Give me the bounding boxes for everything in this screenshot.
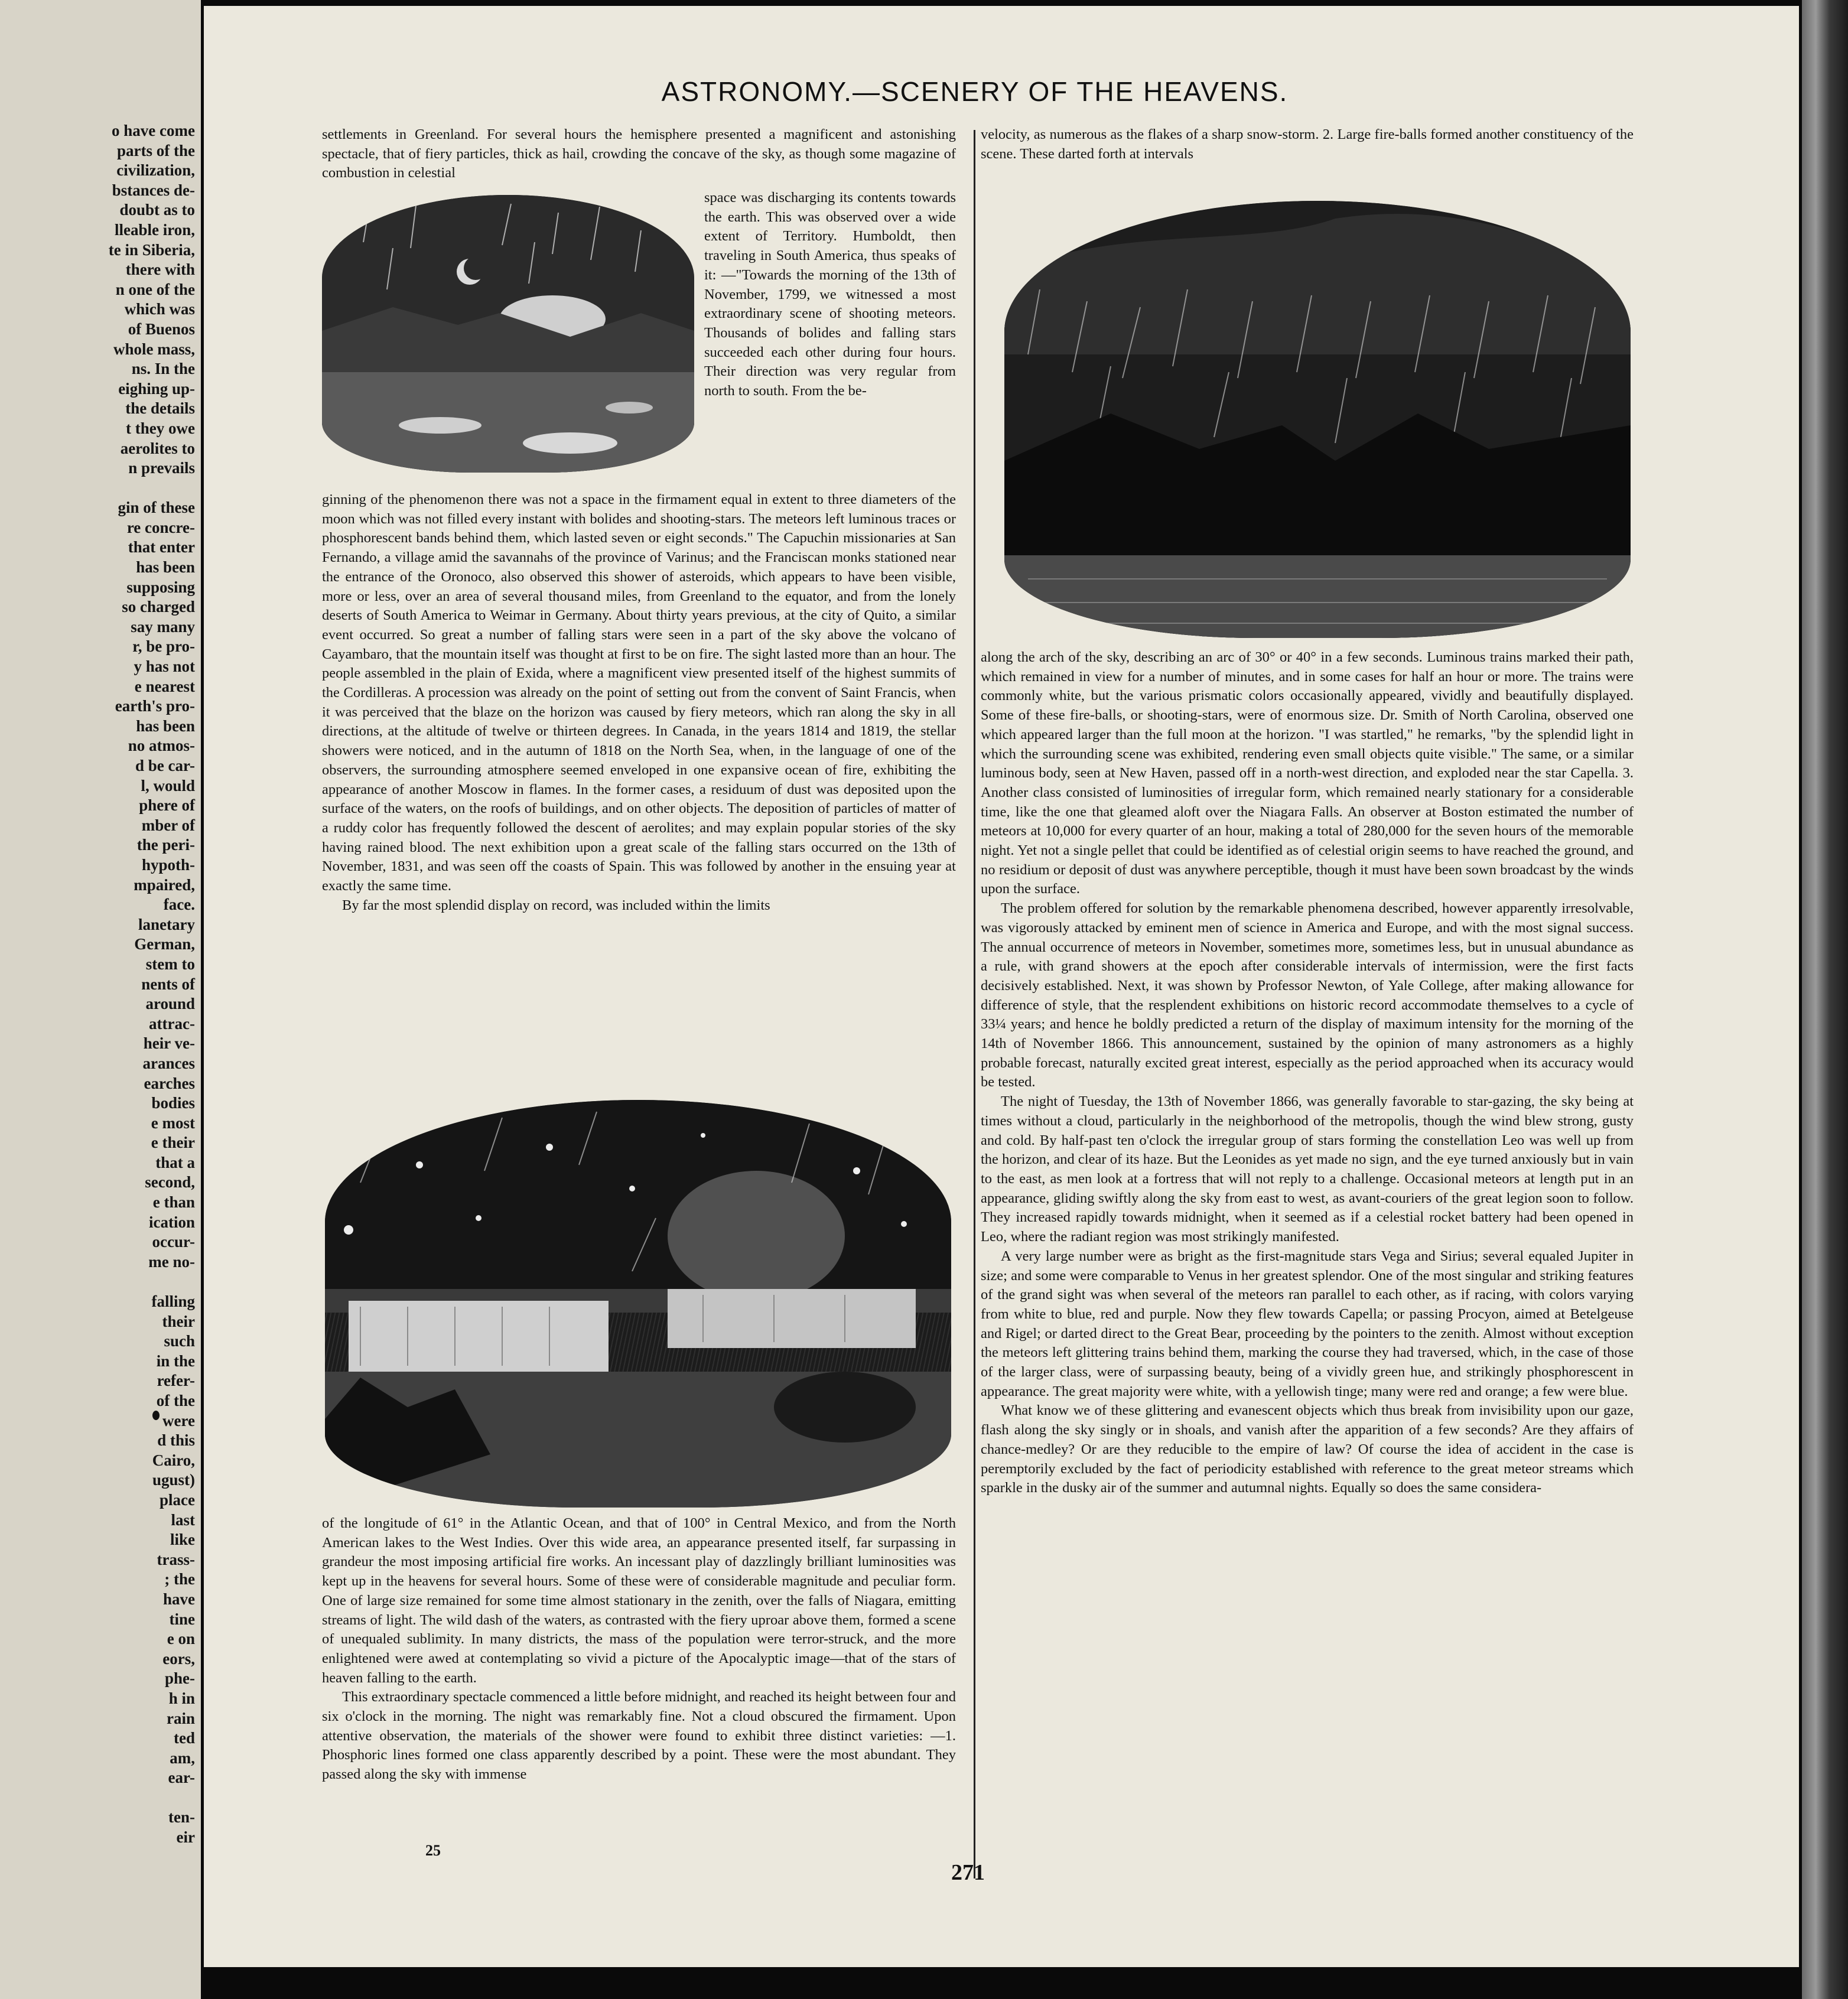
facing-page-line: mpaired,: [134, 875, 195, 894]
facing-page-line: phere of: [139, 796, 195, 815]
facing-page-line: the peri-: [136, 836, 195, 854]
facing-page-line: of the: [156, 1392, 195, 1409]
facing-page-line: place: [160, 1490, 195, 1509]
facing-page-line: phe-: [164, 1669, 195, 1688]
illustration-niagara-falls-meteors: [325, 1100, 951, 1508]
facing-page-line: Cairo,: [152, 1451, 195, 1469]
facing-page-line: that a: [155, 1153, 195, 1171]
ink-mark: [152, 1411, 160, 1420]
facing-page-line: e nearest: [134, 677, 195, 695]
facing-page-line: e their: [151, 1134, 195, 1152]
facing-page-line: earth's pro-: [115, 697, 195, 715]
facing-page-line: t they owe: [126, 419, 195, 437]
facing-page-line: n one of the: [115, 280, 195, 298]
facing-page-line: am,: [170, 1749, 195, 1767]
facing-page-line: lanetary: [138, 915, 195, 933]
facing-page-line: civilization,: [116, 161, 195, 180]
facing-page-line: d this: [157, 1431, 195, 1450]
page-number: 271: [951, 1860, 985, 1885]
facing-page-line: tine: [169, 1610, 195, 1628]
facing-page-line: eighing up-: [118, 379, 195, 398]
facing-page-line: r, be pro-: [132, 637, 195, 656]
facing-page-line: their: [162, 1312, 195, 1330]
paragraph: A very large number were as bright as the first-magnitude stars Vega and Sirius; several equaled Jupiter in size; and some were comparable to Venus in her greatest splendor. One of the most singular and striking features of the grand sight was when several of the meteors ran parallel to each other, as if racing, with colors varying from white to blue, red and purple. Now they flew towards Capella; or passing Procyon, aimed at Betelgeuse and Rigel; or darted direct to the Great Bear, proceeding by the pointers to the zenith. Almost without exception the meteors left glittering trains behind them, marking the course they had traversed, which, in the case of those of the larger class, were of surpassing beauty, being of a vividly green hue, and strikingly phosphorescent in appearance. The great majority were white, with a yellowish tinge; many were red and orange; a few were blue.: [981, 1248, 1634, 1399]
facing-page-line: bodies: [151, 1094, 195, 1112]
facing-page-line: hypoth-: [141, 855, 195, 874]
column-divider: [974, 130, 975, 1878]
facing-page-line: like: [170, 1531, 195, 1549]
facing-page-line: no atmos-: [128, 737, 195, 755]
facing-page-line: such: [164, 1332, 195, 1350]
paragraph: This extraordinary spectacle commenced a little before midnight, and reached its height between four and six o'clock in the morning. The night was remarkably fine. Not a cloud obscured the firmament. Upon attentive observation, the materials of the shower were found to exhibit three distinct varieties: —1. Phosphoric lines formed one class apparently described by a point. These were the most abundant. They passed along the sky with immense: [322, 1689, 956, 1783]
facing-page-line: ns. In the: [131, 360, 195, 378]
left-column-beside-illustration: [704, 188, 956, 496]
facing-page-line: e than: [152, 1193, 195, 1212]
facing-page-line: eors,: [162, 1649, 195, 1668]
facing-page-line: ; the: [164, 1570, 195, 1588]
facing-page-line: y has not: [134, 657, 195, 676]
facing-page-line: d be car-: [135, 757, 195, 774]
facing-page-line: arances: [142, 1054, 195, 1072]
paragraph: By far the most splendid display on record, was included within the limits: [342, 897, 770, 913]
facing-page-line: have: [163, 1590, 195, 1608]
facing-page-line: which was: [124, 300, 195, 318]
paragraph: of the longitude of 61° in the Atlantic Ocean, and that of 100° in Central Mexico, and from the North American lakes to the West Indies. Over this wide area, an appearance presented itself, far surpassing in grandeur the most imposing artificial fire works. An incessant play of dazzlingly brilliant luminosities was kept up in the heavens for several hours. Some of these were of considerable magnitude and peculiar form. One of large size remained for some time almost stationary in the zenith, over the falls of Niagara, emitting streams of light. The wild dash of the waters, as contrasted with the fiery uproar above them, formed a scene of unequaled sublimity. In many districts, the mass of the population were terror-struck, and the more enlightened were awed at contemplating so vivid a picture of the Apocalyptic image—that of the stars of heaven falling to the earth.: [322, 1515, 956, 1686]
facing-page-line: doubt as to: [119, 201, 195, 219]
facing-page-line: ten-: [168, 1808, 195, 1827]
facing-page-line: occur-: [152, 1233, 195, 1251]
facing-page-line: e most: [151, 1114, 195, 1132]
facing-page-line: supposing: [126, 578, 195, 596]
facing-page-line: aerolites to: [120, 439, 195, 457]
left-column-closing: [322, 1514, 956, 1845]
paragraph: velocity, as numerous as the flakes of a sharp snow-storm. 2. Large fire-balls formed another constituency of the scene. These darted forth at intervals: [981, 126, 1634, 162]
facing-page-line: lleable iron,: [114, 220, 195, 239]
facing-page-line: so charged: [122, 598, 195, 616]
paragraph: space was discharging its contents towards the earth. This was observed over a wide extent of Territory. Humboldt, then traveling in South America, thus speaks of it: —"Towards the morning of the 13th of November, 1799, we witnessed a most extraordinary scene of shooting meteors. Thousands of bolides and falling stars succeeded each other during four hours. Their direction was very regular from north to south. From the be-: [704, 190, 956, 399]
facing-page-line: ugust): [152, 1471, 195, 1489]
facing-page-line: say many: [131, 617, 195, 636]
facing-page-line: ication: [149, 1213, 195, 1231]
paragraph: settlements in Greenland. For several hours the hemisphere presented a magnificent and astonishing spectacle, that of fiery particles, thick as hail, crowding the concave of the sky, as though some magazine of combustion in celestial: [322, 126, 956, 181]
right-column-opening: [981, 125, 1634, 167]
facing-page-line: te in Siberia,: [108, 240, 195, 259]
facing-page-line: trass-: [157, 1550, 195, 1568]
left-column-opening: [322, 125, 956, 190]
paragraph: The problem offered for solution by the remarkable phenomena described, however apparently irresolvable, was vigorously attacked by eminent men of science in America and Europe, and with the most signal success. The annual occurrence of meteors in November, sometimes more, sometimes less, but in unusual abundance as a rule, with grand showers at the epoch after considerable intervals of intermission, were the first facts decisively established. Next, it was shown by Professor Newton, of Yale College, after making allowance for difference of style, that the resplendent exhibitions on historic record accommodate themselves to a cycle of 33¼ years; and hence he boldly predicted a return of the display of maximum intensity for the morning of the 14th of November 1866. This announcement, sustained by the opinion of many astronomers as a highly probable forecast, naturally excited great interest, especially as the period approached when its accuracy would be tested.: [981, 900, 1634, 1090]
facing-page-line: [47, 478, 195, 499]
facing-page-line: whole mass,: [113, 340, 195, 358]
paragraph: The night of Tuesday, the 13th of November 1866, was generally favorable to star-gazing, the sky being at times without a cloud, particularly in the neighborhood of the metropolis, though the wind blew strong, gusty and cold. By half-past ten o'clock the irregular group of stars forming the constellation Leo was well up from the horizon, and clear of its haze. But the Leonides as yet made no sign, and the eye turned anxiously but in vain to the east, as men look at a fortress that will not reply to a challenge. Occasional meteors at length put in an appearance, gliding swiftly along the sky from east to west, as avant-couriers of the great legion soon to follow. They increased rapidly towards midnight, when it seemed as if a celestial rocket battery had been opened in Leo, where the radiant region was most strikingly manifested.: [981, 1093, 1634, 1245]
facing-page-line: that enter: [128, 538, 195, 556]
facing-page-line: e on: [167, 1630, 195, 1648]
paragraph: ginning of the phenomenon there was not a space in the firmament equal in extent to three diameters of the moon which was not filled every instant with bolides and shooting-stars. The meteors left luminous traces or phosphorescent bands behind them, which lasted seven or eight seconds." The Capuchin missionaries at San Fernando, a village amid the savannahs of the province of Varinus; and the Franciscan monks stationed near the entrance of the Oronoco, also observed this shower of asteroids, which appears to have been visible, more or less, over an area of several thousand miles, from Greenland to the equator, and from the lonely deserts of South America to Weimar in Germany. About thirty years previous, at the city of Quito, a similar event occurred. So great a number of falling stars were seen in a part of the sky above the volcano of Cayambaro, that the mountain itself was thought at first to be on fire. The sight lasted more than an hour. The people assembled in the plain of Exida, where a magnificent view presented itself of the highest summits of the Cordilleras. A procession was already on the point of setting out from the convent of Saint Francis, when it was perceived that the blaze on the horizon was caused by fiery meteors, which ran along the sky in all directions, at the altitude of twelve or thirteen degrees. In Canada, in the years 1814 and 1819, the stellar showers were noticed, and in the autumn of 1818 on the North Sea, when, in the language of one of the observers, the surrounding atmosphere seemed enveloped in one expansive ocean of fire, exhibiting the appearance of another Moscow in flames. In the former cases, a residuum of dust was deposited upon the surface of the waters, on the roofs of buildings, and on other objects. The deposition of particles of matter of a ruddy color has frequently followed the descent of aerolites; and may explain popular stories of the sky having rained blood. The next exhibition upon a great scale of the falling stars occurred on the 13th of November, 1831, and was seen off the coasts of Spain. This was followed by another in the ensuing year at exactly the same time.: [322, 491, 956, 894]
facing-page-line: German,: [134, 935, 195, 953]
facing-page-line: has been: [136, 717, 195, 735]
facing-page-line: attrac-: [149, 1014, 195, 1033]
facing-page-line: n prevails: [128, 459, 195, 477]
facing-page-line: mber of: [141, 816, 195, 834]
facing-page-line: there with: [125, 261, 195, 279]
facing-page-line: nents of: [141, 975, 195, 993]
facing-page-line: in the: [156, 1352, 195, 1370]
facing-page-line: [47, 1788, 195, 1808]
page-title: ASTRONOMY.—SCENERY OF THE HEAVENS.: [661, 76, 1289, 107]
paragraph: along the arch of the sky, describing an arc of 30° or 40° in a few seconds. Luminous trains marked their path, which remained in view for a number of minutes, and in some cases for half an hour or more. The trains were commonly white, but the various prismatic colors occasionally appeared, vividly and beautifully displayed. Some of these fire-balls, or shooting-stars, were of enormous size. Dr. Smith of North Carolina, observed one which appeared larger than the full moon at the horizon. "I was startled," he remarks, "by the splendid light in which the surrounding scene was exhibited, rendering even small objects quite visible." The same, or a similar luminous body, seen at New Haven, passed off in a north-west direction, and exploded near the star Capella. 3. Another class consisted of luminosities of irregular form, which remained nearly stationary for a considerable time, like the one that gleamed aloft over the Niagara Falls. An observer at Boston estimated the number of meteors at 10,000 for every quarter of an hour, making a total of 280,000 for the seven hours of the memorable night. Yet not a single pellet that could be identified as of celestial origin seems to have reached the ground, and no residium or deposit of dust was anywhere perceptible, though it must have been sown broadcast by the winds upon the surface.: [981, 649, 1634, 897]
facing-page-line: bstances de-: [112, 181, 195, 199]
facing-page-line: eir: [176, 1828, 195, 1847]
facing-page-line: refer-: [157, 1372, 195, 1390]
facing-page-line: face.: [163, 896, 195, 914]
facing-page-line: h in: [168, 1689, 195, 1707]
facing-page-fragment: [0, 0, 201, 1999]
facing-page-line: the details: [125, 399, 195, 418]
paragraph: What know we of these glittering and evanescent objects which thus break from invisibility upon our gaze, flash along the sky singly or in shoals, and vanish after the apparition of a few seconds? Are they affairs of chance-medley? Or are they reducible to the empire of law? Of course the idea of accident in the case is peremptorily excluded by the fact of periodicity established with reference to the great meteor streams which sparkle in the dusky air of the summer and autumnal nights. Equally so does the same considera-: [981, 1402, 1634, 1496]
facing-page-line: me no-: [148, 1252, 195, 1271]
facing-page-line: of Buenos: [128, 320, 195, 338]
facing-page-line: [47, 1272, 195, 1292]
illustration-greenland-meteor-shower: [322, 195, 694, 473]
signature-mark: 25: [425, 1842, 441, 1859]
facing-page-line: parts of the: [117, 141, 195, 159]
facing-page-line: rain: [166, 1709, 195, 1727]
book-spine: [1802, 0, 1848, 1999]
facing-page-line: last: [171, 1510, 195, 1529]
facing-page-line: o have come: [112, 122, 195, 139]
facing-page-line: second,: [145, 1173, 195, 1191]
facing-page-line: falling: [151, 1292, 195, 1311]
facing-page-line: ted: [174, 1729, 195, 1747]
facing-page-line: earches: [144, 1074, 195, 1092]
right-column-main: [981, 648, 1634, 1859]
facing-page-line: were: [162, 1411, 195, 1430]
facing-page-text: [47, 121, 195, 1848]
facing-page-line: ear-: [168, 1769, 195, 1787]
facing-page-line: has been: [136, 558, 195, 577]
facing-page-line: around: [145, 995, 195, 1013]
illustration-fireball-storm-coast: [1004, 201, 1631, 638]
facing-page-line: re concre-: [126, 518, 195, 536]
left-column-middle: [322, 490, 956, 1072]
facing-page-line: heir ve-: [143, 1034, 195, 1053]
facing-page-line: l, would: [141, 776, 195, 795]
facing-page-line: gin of these: [118, 499, 195, 517]
facing-page-line: stem to: [145, 955, 195, 973]
